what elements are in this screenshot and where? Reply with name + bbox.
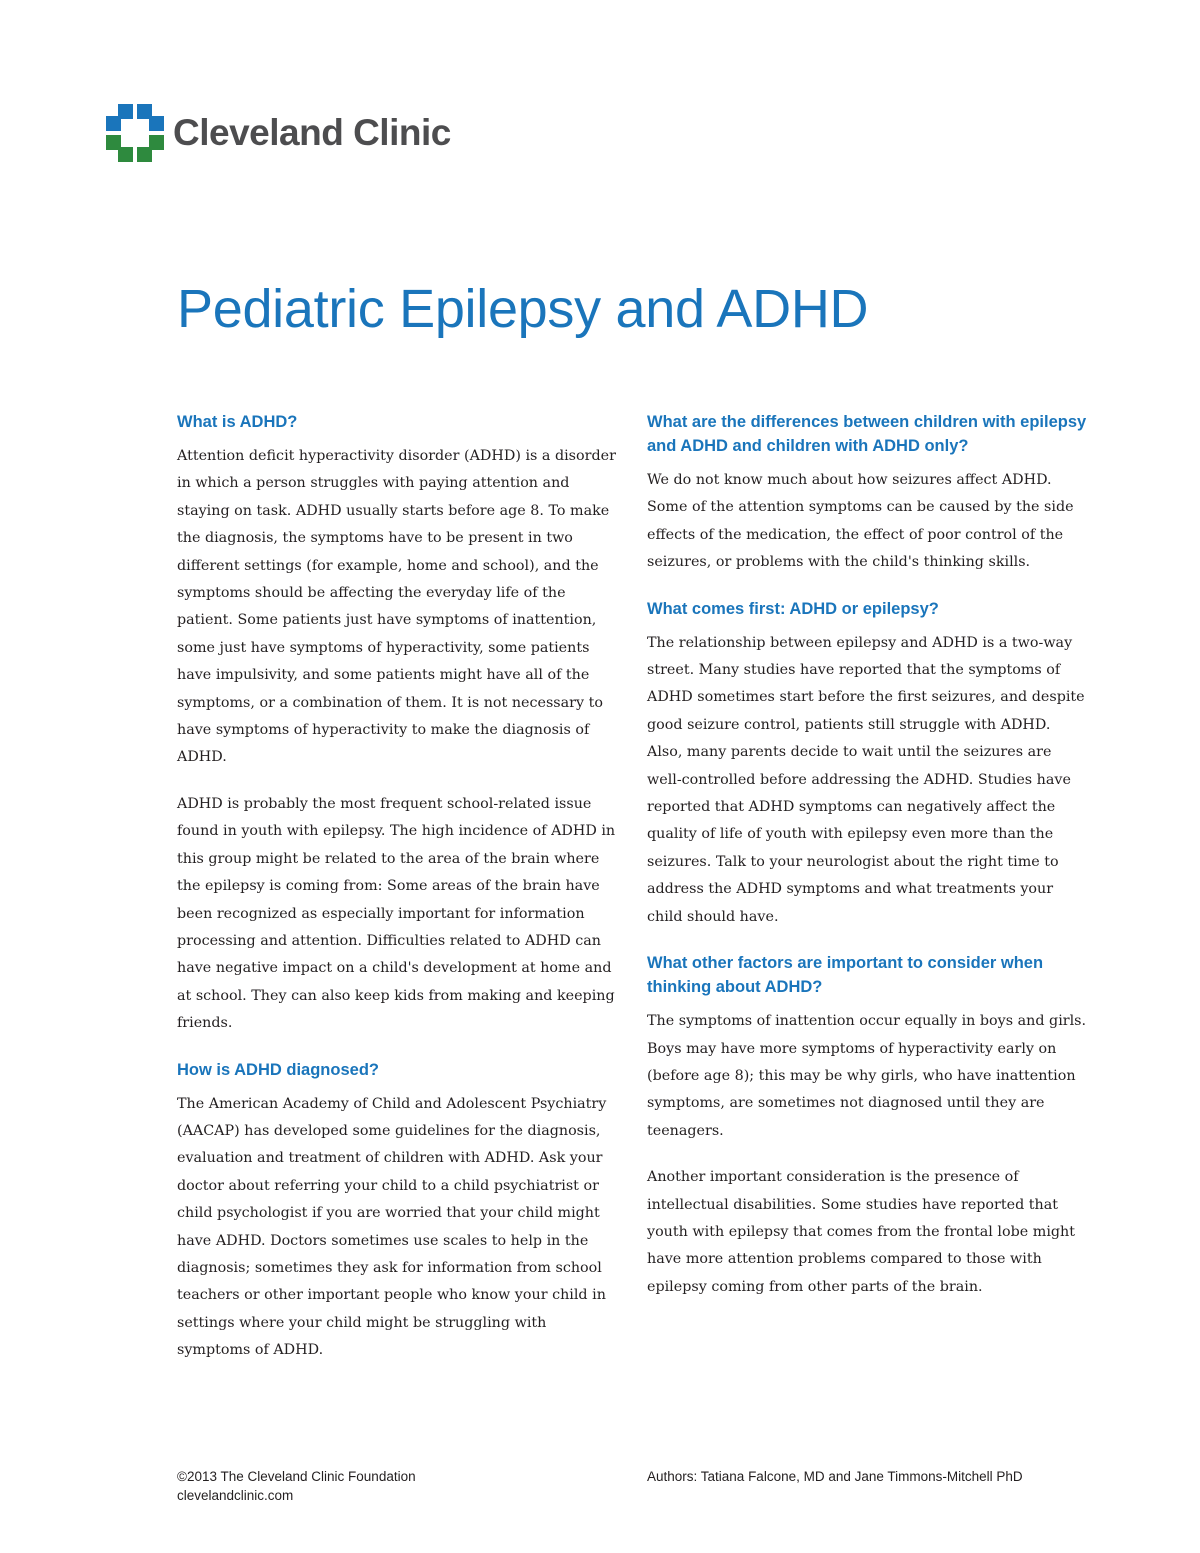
paragraph: Another important consideration is the presence of intellectual disabilities. Some studies have reported that youth with epilepsy that comes from the frontal lobe might have more attention problems compared to those with epilepsy coming from other parts of the brain.	[647, 1169, 1075, 1295]
section-heading-what-is-adhd: What is ADHD?	[177, 413, 298, 431]
section-heading-how-diagnosed: How is ADHD diagnosed?	[177, 1060, 379, 1079]
cleveland-clinic-mark-icon	[106, 104, 164, 162]
logo-wordmark: Cleveland Clinic	[173, 112, 451, 153]
section-heading-other-factors: What other factors are important to consider when thinking about ADHD?	[647, 954, 1044, 997]
paragraph: We do not know much about how seizures affect ADHD. Some of the attention symptoms can be caused by the side effects of the medication, the effect of poor control of the seizures, or problems with the child's thinking skills.	[647, 472, 1074, 571]
copyright-text: ©2013 The Cleveland Clinic Foundation	[177, 1469, 416, 1484]
paragraph: The symptoms of inattention occur equally in boys and girls. Boys may have more symptoms of hyperactivity early on (before age 8); this may be why girls, who have inattention symptoms, are sometimes not diagnosed until they are teenagers.	[647, 1013, 1087, 1139]
left-column	[177, 410, 623, 1384]
cleveland-clinic-logo	[106, 103, 451, 163]
website-link[interactable]: clevelandclinic.com	[177, 1488, 294, 1503]
section-heading-what-comes-first: What comes first: ADHD or epilepsy?	[647, 599, 939, 618]
paragraph: ADHD is probably the most frequent school-related issue found in youth with epilepsy. The high incidence of ADHD in this group might be related to the area of the brain where the epilepsy is coming from: Some areas of the brain have been recognized as especially important for information processing and attention. Difficulties related to ADHD can have negative impact on a child's development at home and at school. They can also keep kids from making and keeping friends.	[177, 795, 616, 1032]
footer-left	[177, 1467, 416, 1505]
section-heading-differences: What are the differences between children with epilepsy and ADHD and children with ADHD only?	[647, 413, 1087, 455]
paragraph: The American Academy of Child and Adolescent Psychiatry (AACAP) has developed some guidelines for the diagnosis, evaluation and treatment of children with ADHD. Ask your doctor about referring your child to a child psychiatrist or child psychologist if you are worried that your child might have ADHD. Doctors sometimes use scales to help in the diagnosis; sometimes they ask for information from school teachers or other important people who know your child in settings where your child might be struggling with symptoms of ADHD.	[177, 1095, 607, 1359]
paragraph: The relationship between epilepsy and ADHD is a two-way street. Many studies have reported that the symptoms of ADHD sometimes start before the first seizures, and despite good seizure control, patients still struggle with ADHD. Also, many parents decide to wait until the seizures are well-controlled before addressing the ADHD. Studies have reported that ADHD symptoms can negatively affect the quality of life of youth with epilepsy even more than the seizures. Talk to your neurologist about the right time to address the ADHD symptoms and what treatments your child should have.	[647, 634, 1085, 925]
paragraph: Attention deficit hyperactivity disorder (ADHD) is a disorder in which a person struggles with paying attention and staying on task. ADHD usually starts before age 8. To make the diagnosis, the symptoms have to be present in two different settings (for example, home and school), and the symptoms should be affecting the everyday life of the patient. Some patients just have symptoms of inattention, some just have symptoms of hyperactivity, some patients have impulsivity, and some patients might have all of the symptoms, or a combination of them. It is not necessary to have symptoms of hyperactivity to make the diagnosis of ADHD.	[177, 448, 616, 766]
right-column	[647, 410, 1087, 1320]
page-title: Pediatric Epilepsy and ADHD	[177, 279, 869, 339]
footer-authors: Authors: Tatiana Falcone, MD and Jane Timmons-Mitchell PhD	[647, 1469, 1023, 1484]
